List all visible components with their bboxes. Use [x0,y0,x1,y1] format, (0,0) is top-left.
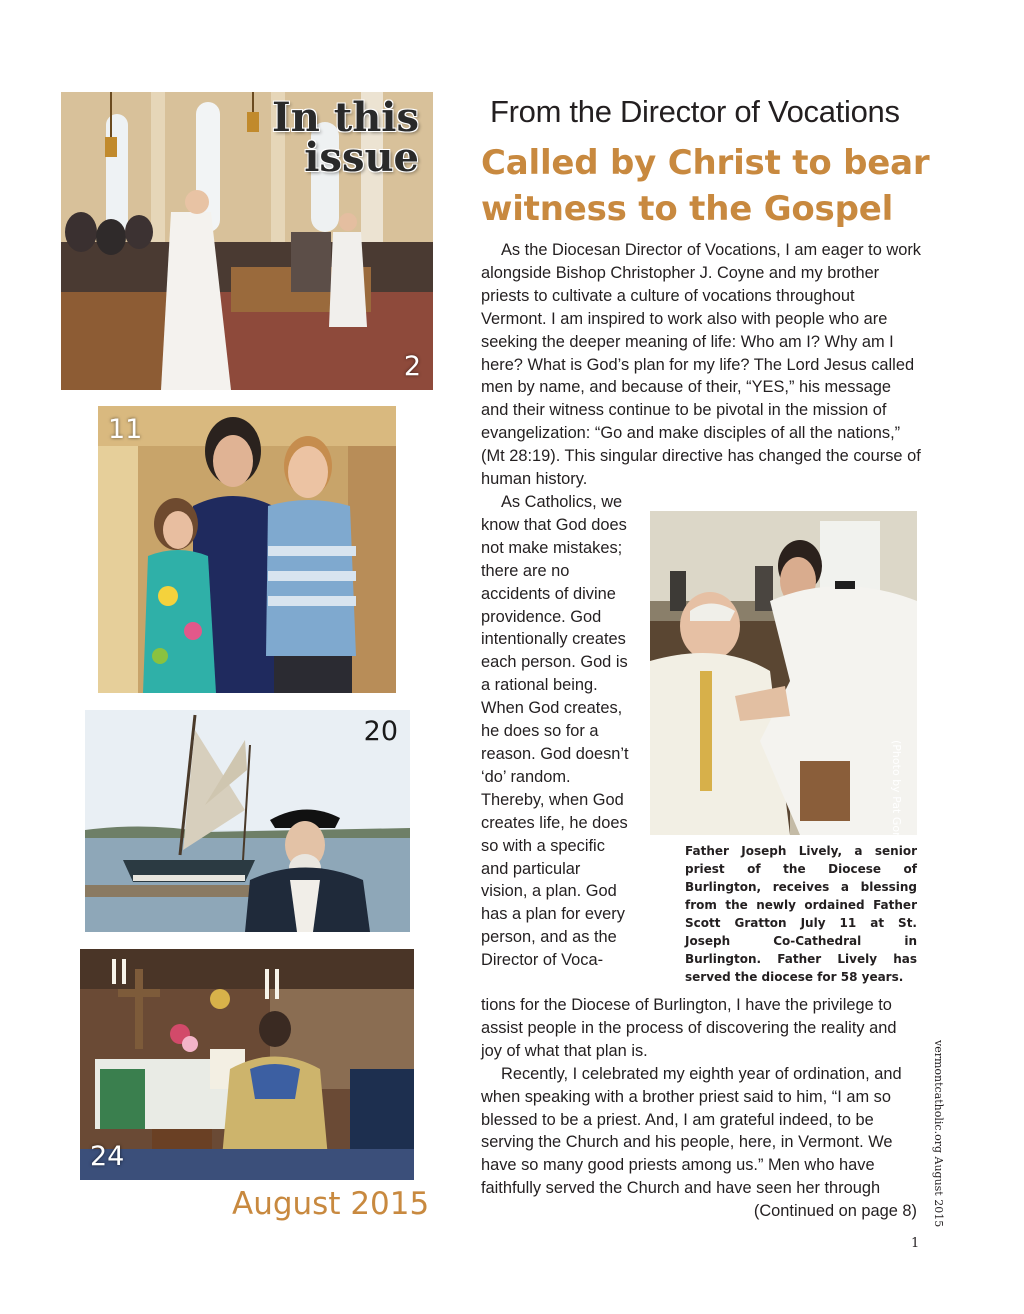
article-paragraph-1 [481,239,921,491]
family-photo [98,406,396,693]
photo-credit: (Photo by Pat Gore) [890,740,903,848]
article-paragraph-2-narrow [481,491,631,972]
page-ref-2[interactable]: 2 [403,351,421,382]
side-footer: vermontcatholic.org August 2015 [932,1040,945,1228]
article-paragraph-2-wide [481,994,921,1223]
continued-note[interactable]: (Continued on page 8) [753,1202,917,1221]
page-ref-24[interactable]: 24 [90,1141,125,1172]
page-number: 1 [911,1236,920,1251]
in-this-issue-line1: In this [272,94,419,141]
article-headline: Called by Christ to bear witness to the Gospel [481,143,930,229]
photo-caption: Father Joseph Lively, a senior priest of the Diocese of Burlington, receives a blessing from the newly ordained Father Scott Gratton July 11 at St. Joseph Co-Cathedral in Burlington. Father Lively has served the diocese for 58 years. [685,844,917,984]
issue-date: August 2015 [232,1186,430,1222]
in-this-issue-heading [272,94,419,181]
page-ref-11[interactable]: 11 [108,414,143,445]
sailboat-photo [85,710,410,932]
church-procession-photo [61,92,433,390]
altar-prayer-photo [80,949,414,1180]
paragraph-3-text: Recently, I celebrated my eighth year of ordination, and when speaking with a brother priest said to him, “I am so blessed to be a priest. And, I am grateful indeed, to be serving the Church and his people, here, in Vermont. We have so many good priests among us.” Men who have faithfully served the Church and have seen her through [481,1064,902,1198]
paragraph-1-text: As the Diocesan Director of Vocations, I am eager to work alongside Bishop Christopher J. Coyne and my brother priests to cultivate a culture of vocations throughout Vermont. I am inspired to work also with people who are seeking the deeper meaning of life: Who am I? Why am I here? What is God’s plan for my life? The Lord Jesus called men by name, and because of their, “YES,” his message and their witness continue to be pivotal in the mission of evangelization: “Go and make disciples of all the nations,” (Mt 28:19). This singular directive has changed the course of human history. [481,241,921,489]
blessing-photo [650,511,917,835]
page-ref-20[interactable]: 20 [363,716,398,747]
paragraph-2-narrow-text: As Catholics, we know that God does not make mistakes; there are no accidents of divine providence. God intentionally creates each person. God is a rational being. When God creates, he does so for a reason. God doesn’t ‘do’ random. Thereby, when God creates life, he does so with a specific and particular vision, a plan. God has a plan for every person, and as the Director of Voca- [481,493,629,970]
article-kicker: From the Director of Vocations [490,94,900,129]
paragraph-2-wide-text: tions for the Diocese of Burlington, I have the privilege to assist people in the process of discovering the reality and joy of what that plan is. [481,996,897,1060]
in-this-issue-line2: issue [304,134,419,181]
